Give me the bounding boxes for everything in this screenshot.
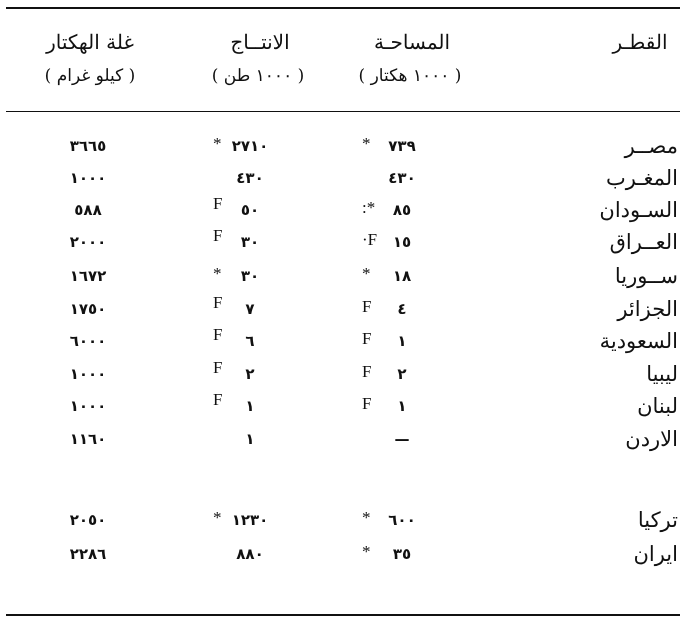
row-yield: ٢٠٥٠ [69, 511, 107, 529]
row-area-flag: ·F [362, 230, 378, 249]
row-production-flag: F [213, 390, 223, 409]
row-country: السعودية [599, 329, 678, 353]
row-area-flag: F [362, 329, 372, 348]
row-production: ١ [245, 430, 255, 448]
row-country: تركيا [637, 508, 678, 532]
row-production: ٥٠ [240, 201, 260, 219]
row-country: ســوريا [614, 264, 678, 288]
row-production: ٢٧١٠ [231, 137, 269, 155]
row-area-flag: * [362, 542, 371, 561]
row-production: ٨٨٠ [236, 545, 264, 563]
row-production-flag: F [213, 293, 223, 312]
row-production: ٣٠ [240, 267, 260, 285]
row-production: ٦ [245, 332, 255, 350]
bottom-rule [6, 614, 680, 616]
header-area: المساحـة [373, 30, 451, 54]
row-production-flag: F [213, 226, 223, 245]
header-area-unit: ( ١٠٠٠ هكتار ) [358, 66, 462, 86]
row-country: الاردن [625, 427, 678, 451]
row-yield: ٦٠٠٠ [69, 332, 107, 350]
row-production: ١ [245, 397, 255, 415]
row-area: ١ [397, 332, 407, 350]
row-area: ١ [397, 397, 407, 415]
row-production-flag: F [213, 358, 223, 377]
row-yield: ١٦٧٢ [69, 267, 107, 285]
row-yield: ١٠٠٠ [69, 397, 107, 415]
header-yield: غلة الهكتار [46, 30, 134, 54]
row-area: — [394, 430, 410, 448]
header-production: الانتــاج [230, 30, 290, 54]
row-country: ليبيا [646, 362, 678, 386]
row-area: ١٨ [392, 267, 412, 285]
row-country: العــراق [609, 230, 678, 254]
row-production-flag: F [213, 325, 223, 344]
row-area-flag: F [362, 362, 372, 381]
row-area-flag: :* [362, 198, 376, 217]
row-yield: ١٠٠٠ [69, 169, 107, 187]
row-area-flag: F [362, 394, 372, 413]
row-area-flag: * [362, 264, 371, 283]
row-country: لبنان [637, 394, 678, 418]
row-country: السـودان [599, 198, 678, 222]
row-area: ٣٥ [392, 545, 412, 563]
row-area: ٤٣٠ [388, 169, 416, 187]
row-yield: ٢٠٠٠ [69, 233, 107, 251]
row-yield: ٣٦٦٥ [69, 137, 107, 155]
row-area-flag: * [362, 134, 371, 153]
row-area: ٤ [397, 300, 407, 318]
row-country: ايران [633, 542, 678, 566]
row-production-flag: F [213, 194, 223, 213]
header-rule [6, 111, 680, 112]
row-production: ٢ [245, 365, 255, 383]
top-rule [6, 7, 680, 9]
row-production: ٤٣٠ [236, 169, 264, 187]
row-production: ٧ [245, 300, 255, 318]
header-yield-unit: ( كيلو غرام ) [44, 66, 136, 86]
row-production-flag: * [213, 134, 222, 153]
row-area-flag: F [362, 297, 372, 316]
row-country: الجزائر [617, 297, 678, 321]
row-area: ٧٣٩ [388, 137, 416, 155]
row-area: ٨٥ [392, 201, 412, 219]
row-yield: ١٧٥٠ [69, 300, 107, 318]
row-area: ٦٠٠ [388, 511, 416, 529]
row-area-flag: * [362, 508, 371, 527]
row-production: ١٢٣٠ [231, 511, 269, 529]
row-yield: ١١٦٠ [69, 430, 107, 448]
row-production-flag: * [213, 264, 222, 283]
row-area: ١٥ [392, 233, 412, 251]
row-production: ٣٠ [240, 233, 260, 251]
row-country: مصــر [624, 134, 678, 158]
row-yield: ٢٢٨٦ [69, 545, 107, 563]
row-yield: ٥٨٨ [74, 201, 102, 219]
row-country: المغـرب [605, 166, 678, 190]
row-yield: ١٠٠٠ [69, 365, 107, 383]
header-country: القطـر [612, 30, 668, 54]
row-production-flag: * [213, 508, 222, 527]
row-area: ٢ [397, 365, 407, 383]
header-production-unit: ( ١٠٠٠ طن ) [211, 66, 305, 86]
